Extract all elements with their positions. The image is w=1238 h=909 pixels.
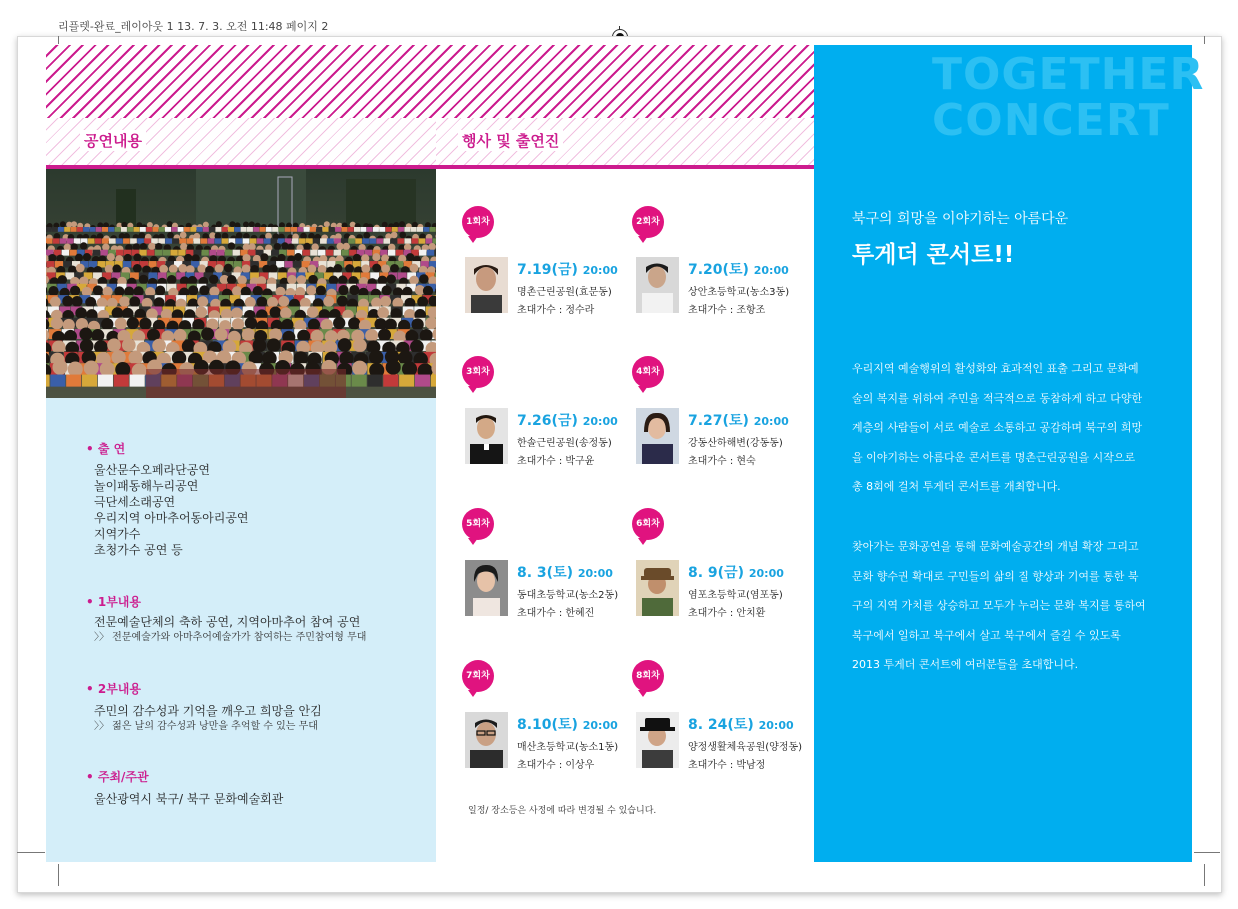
part2-line: 주민의 감수성과 기억을 깨우고 희망을 안김 <box>94 704 322 718</box>
performer-item: 우리지역 아마추어동아리공연 <box>94 511 249 525</box>
event-singer: 초대가수 : 안치환 <box>688 608 766 619</box>
round-badge: 1회차 <box>462 206 494 238</box>
crop-mark <box>1204 864 1205 886</box>
performer-item: 지역가수 <box>94 527 141 541</box>
singer-photo <box>636 408 679 464</box>
round-badge: 7회차 <box>462 660 494 692</box>
singer-photo <box>465 257 508 313</box>
singer-photo <box>465 712 508 768</box>
event-singer: 초대가수 : 박구윤 <box>517 456 595 467</box>
singer-photo <box>636 257 679 313</box>
performers-heading: • 출 연 <box>86 442 126 456</box>
event-venue: 명촌근린공원(효문동) <box>517 287 612 298</box>
event-date: 7.19(금) 20:00 <box>517 262 618 278</box>
performer-item: 극단세소래공연 <box>94 495 176 509</box>
event-date: 8. 24(토) 20:00 <box>688 717 794 733</box>
event-date: 8.10(토) 20:00 <box>517 717 618 733</box>
host-line: 울산광역시 북구/ 북구 문화예술회관 <box>94 792 284 806</box>
round-badge: 3회차 <box>462 356 494 388</box>
part1-line: 전문예술단체의 축하 공연, 지역아마추어 참여 공연 <box>94 615 361 629</box>
intro-title: 투게더 콘서트!! <box>852 242 1015 268</box>
performer-item: 울산문수오페라단공연 <box>94 463 210 477</box>
singer-photo <box>465 560 508 616</box>
part2-heading: • 2부내용 <box>86 682 141 696</box>
performer-item: 초청가수 공연 등 <box>94 543 183 557</box>
intro-subtitle: 북구의 희망을 이야기하는 아름다운 <box>852 211 1069 227</box>
round-badge: 2회차 <box>632 206 664 238</box>
crop-mark <box>1204 36 1205 44</box>
event-date: 7.27(토) 20:00 <box>688 413 789 429</box>
event-singer: 초대가수 : 정수라 <box>517 305 595 316</box>
crop-mark <box>58 864 59 886</box>
round-badge: 5회차 <box>462 508 494 540</box>
event-singer: 초대가수 : 이상우 <box>517 760 595 771</box>
intro-paragraph-1: 우리지역 예술행위의 활성화와 효과적인 표출 그리고 문화예술의 복지를 위하여 주민을 적극적으로 동참하게 하고 다양한 계층의 사람들이 서로 예술로 소통하고 공감하며 북구의 희망을 이야기하는 아름다운 콘서트를 명촌근린공원을 시작으로 총 8회에 걸처 투게더 콘서트를 개최합니다. <box>852 362 1143 493</box>
host-heading: • 주최/주관 <box>86 770 149 784</box>
crop-mark <box>58 36 59 44</box>
round-badge: 8회차 <box>632 660 664 692</box>
singer-photo <box>465 408 508 464</box>
event-venue: 동대초등학교(농소2동) <box>517 590 619 601</box>
round-badge: 6회차 <box>632 508 664 540</box>
singer-photo <box>636 560 679 616</box>
crop-mark <box>1194 852 1220 853</box>
event-singer: 초대가수 : 한혜진 <box>517 608 595 619</box>
section-title-events: 행사 및 출연진 <box>458 130 563 151</box>
section-title-program: 공연내용 <box>80 130 146 151</box>
event-venue: 한솔근린공원(송정동) <box>517 438 612 449</box>
event-venue: 염포초등학교(염포동) <box>688 590 783 601</box>
event-date: 7.26(금) 20:00 <box>517 413 618 429</box>
singer-photo <box>636 712 679 768</box>
file-info-header: 리플렛-완료_레이아웃 1 13. 7. 3. 오전 11:48 페이지 2 <box>58 20 329 33</box>
together-concert-watermark: TOGETHER CONCERT <box>932 49 1205 146</box>
concert-crowd-photo <box>46 169 436 398</box>
event-date: 7.20(토) 20:00 <box>688 262 789 278</box>
event-venue: 매산초등학교(농소1동) <box>517 742 619 753</box>
part2-note: 〉〉 젊은 날의 감수성과 낭만을 추억할 수 있는 무대 <box>94 721 318 732</box>
crop-mark <box>17 852 45 853</box>
event-singer: 초대가수 : 박남정 <box>688 760 766 771</box>
part2-body <box>94 703 322 735</box>
intro-paragraph-2: 찾아가는 문화공연을 통해 문화예술공간의 개념 확장 그리고 문화 향수권 확대로 구민들의 삶의 질 향상과 기여를 통한 북구의 지역 가치를 상승하고 모두가 누리는 문화 복지를 통하여 북구에서 일하고 북구에서 살고 북구에서 즐길 수 있도록 2013 투게더 콘서트에 여러분들을 초대합니다. <box>852 540 1146 671</box>
schedule-footnote: 일정/ 장소등은 사정에 따라 변경될 수 있습니다. <box>468 806 657 816</box>
event-date: 8. 3(토) 20:00 <box>517 565 613 581</box>
event-singer: 초대가수 : 현숙 <box>688 456 756 467</box>
event-date: 8. 9(금) 20:00 <box>688 565 784 581</box>
part1-note: 〉〉 전문예술가와 아마추어예술가가 참여하는 주민참여형 무대 <box>94 632 367 643</box>
event-venue: 상안초등학교(농소3동) <box>688 287 790 298</box>
event-venue: 강동산하해변(강동동) <box>688 438 783 449</box>
performer-item: 놀이패동해누리공연 <box>94 479 199 493</box>
part1-heading: • 1부내용 <box>86 595 141 609</box>
host-body <box>94 791 283 807</box>
performers-list <box>94 462 249 558</box>
event-venue: 양정생활체육공원(양정동) <box>688 742 803 753</box>
round-badge: 4회차 <box>632 356 664 388</box>
event-singer: 초대가수 : 조항조 <box>688 305 766 316</box>
part1-body <box>94 614 366 646</box>
